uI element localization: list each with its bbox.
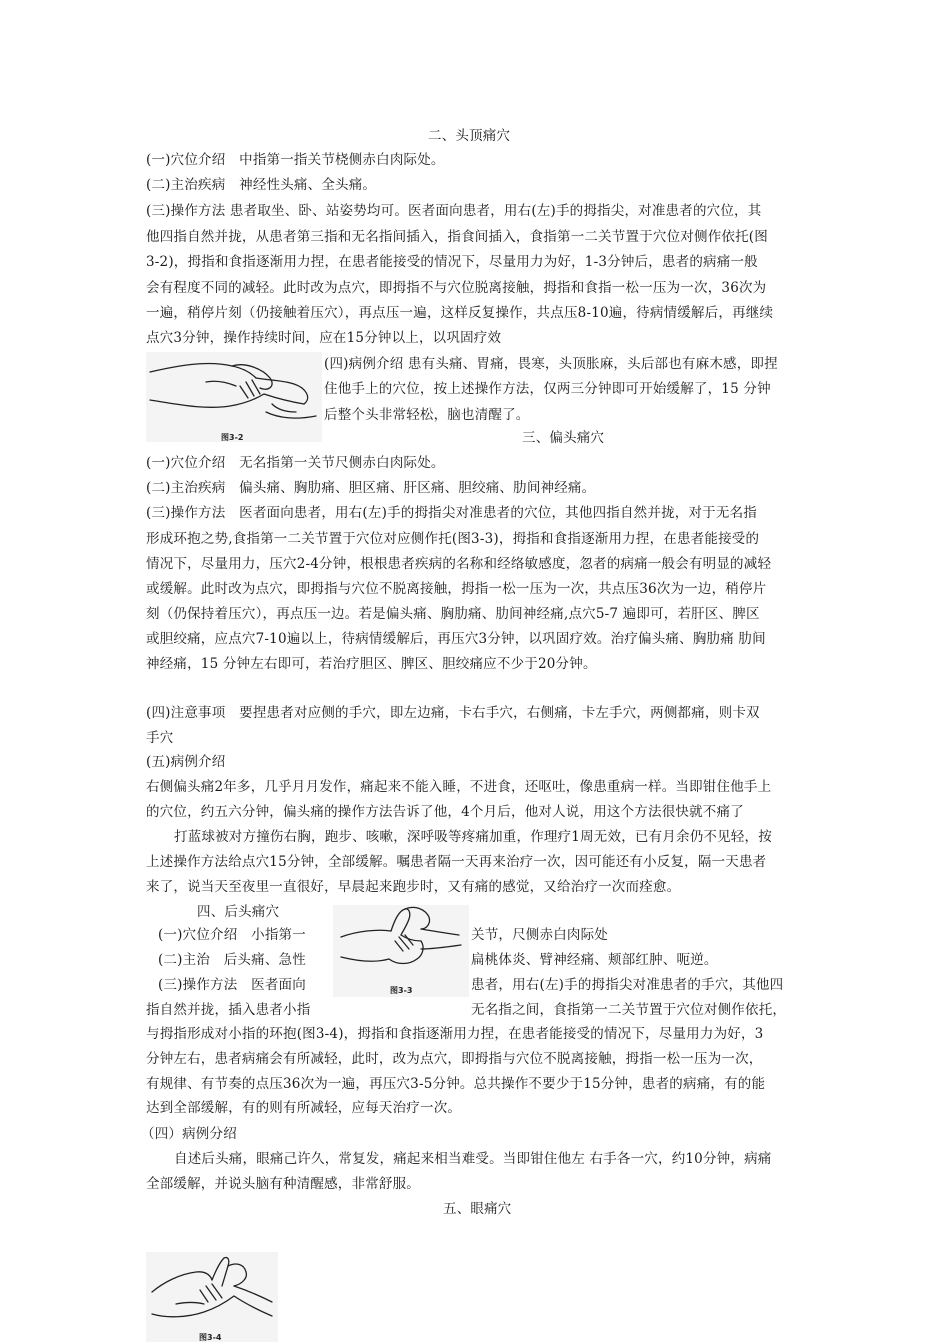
sec4-method-line: 分钟左右，患者病痛会有所减轻，此时，改为点穴，即拇指与穴位不脱离接触，拇指一松一压为一次， <box>146 1051 763 1067</box>
sec2-method-line: 他四指自然并拢，从患者第三指和无名指间插入，指食间插入，食指第一二关节置于穴位对侧作依托(图 <box>146 229 768 245</box>
sec2-case-line: 住他手上的穴位，按上述操作方法，仅两三分钟即可开始缓解了，15 分钟 <box>324 381 771 397</box>
sec3-case2-line: 上述操作方法给点穴15分钟，全部缓解。嘱患者隔一天再来治疗一次，因可能还有小反复，隔一天患者 <box>146 854 767 870</box>
sec2-indications: (二)主治疾病 神经性头痛、全头痛。 <box>146 177 377 193</box>
sec4-method-a: (三)操作方法 医者面向 <box>158 977 306 993</box>
sec3-case-heading: (五)病例介绍 <box>146 754 226 770</box>
sec3-case2-line: 来了，说当天至夜里一直很好，早晨起来跑步时，又有痛的感觉，又给治疗一次而痊愈。 <box>146 879 681 895</box>
figure-3-2-hand-illustration <box>146 352 322 442</box>
sec4-method-line: 达到全部缓解，有的则有所减轻，应每天治疗一次。 <box>146 1100 462 1116</box>
sec2-point-intro: (一)穴位介绍 中指第一指关节桡侧赤白肉际处。 <box>146 152 445 168</box>
figure-3-2-caption: 图3-2 <box>221 433 244 442</box>
sec3-method-line: 形成环抱之势,食指第一二关节置于穴位对应侧作托(图3-3)，拇指和食指逐渐用力捏，在患者能接受的 <box>146 531 760 547</box>
sec3-method-line: 或缓解。此时改为点穴，即拇指与穴位不脱离接触，拇指一松一压为一次，共点压36次为一边，稍停片 <box>146 581 767 597</box>
section-title-eye-pain: 五、眼痛穴 <box>443 1201 512 1217</box>
sec4-indications-a: (二)主治 后头痛、急性 <box>158 952 306 968</box>
section-title-head-top: 二、头顶痛穴 <box>428 128 511 144</box>
figure-3-3-hand-illustration <box>333 905 469 997</box>
sec3-method-line: 情况下，尽量用力，压穴2-4分钟，根根患者疾病的名称和经络敏感度，忽者的病痛一般会有明显的减轻 <box>146 556 772 572</box>
sec3-notes-line: 手穴 <box>146 730 174 746</box>
section-title-back-head: 四、后头痛穴 <box>197 904 280 920</box>
sec3-case1-line: 的穴位，约五六分钟，偏头痛的操作方法告诉了他，4个月后，他对人说，用这个方法很快就不痛了 <box>146 804 744 820</box>
sec4-point-intro-a: (一)穴位介绍 小指第一 <box>158 927 306 943</box>
figure-3-4-caption: 图3-4 <box>199 1333 222 1342</box>
sec2-case-line: 后整个头非常轻松，脑也清醒了。 <box>324 407 530 423</box>
sec4-method-a: 指自然并拢，插入患者小指 <box>146 1002 311 1018</box>
sec4-method-line: 有规律、有节奏的点压36次为一遍，再压穴3-5分钟。总共操作不要少于15分钟，患者的病痛，有的能 <box>146 1076 766 1092</box>
figure-3-3-caption: 图3-3 <box>390 986 413 995</box>
sec4-method-line: 与拇指形成对小指的环抱(图3-4)，拇指和食指逐渐用力捏，在患者能接受的情况下，尽量用力为好，3 <box>146 1026 764 1042</box>
sec3-method-line: 或胆绞痛，应点穴7-10遍以上，待病情缓解后，再压穴3分钟，以巩固疗效。治疗偏头痛、胸肋痛 肋间 <box>146 631 766 647</box>
sec4-method-b: 无名指之间，食指第一二关节置于穴位对侧作依托， <box>471 1002 787 1018</box>
sec3-method-line: 神经痛，15 分钟左右即可，若治疗胆区、脾区、胆绞痛应不少于20分钟。 <box>146 656 597 672</box>
sec3-notes-line: (四)注意事项 要捏患者对应侧的手穴，即左边痛，卡右手穴，右侧痛，卡左手穴，两侧都痛，则卡双 <box>146 705 760 721</box>
sec4-case-line: 全部缓解，并说头脑有种清醒感，非常舒服。 <box>146 1176 420 1192</box>
sec3-case2-line: 打蓝球被对方撞伤右胸，跑步、咳嗽，深呼吸等疼痛加重，作理疗1周无效，已有月余仍不见轻，按 <box>174 829 772 845</box>
sec2-method-line: 3-2)，拇指和食指逐渐用力捏，在患者能接受的情况下，尽量用力为好，1-3分钟后，患者的病痛一般 <box>146 254 758 270</box>
sec4-indications-b: 扁桃体炎、臂神经痛、颊部红肿、呃逆。 <box>471 952 718 968</box>
figure-3-4-hand-illustration <box>146 1252 278 1342</box>
section-title-migraine: 三、偏头痛穴 <box>522 430 605 446</box>
sec2-method-line: 点穴3分钟，操作持续时间，应在15分钟以上，以巩固疗效 <box>146 330 502 346</box>
sec2-method-line: 会有程度不同的减轻。此时改为点穴，即拇指不与穴位脱离接触，拇指和食指一松一压为一次，36次为 <box>146 280 767 296</box>
sec3-indications: (二)主治疾病 偏头痛、胸肋痛、胆区痛、肝区痛、胆绞痛、肋间神经痛。 <box>146 480 596 496</box>
sec2-method-line: (三)操作方法 患者取坐、卧、站姿势均可。医者面向患者，用右(左)手的拇指尖，对准患者的穴位，其 <box>146 203 762 219</box>
sec3-method-line: 刻（仍保持着压穴），再点压一边。若是偏头痛、胸肋痛、肋间神经痛,点穴5-7 遍即可，若肝区、脾区 <box>146 606 760 622</box>
sec2-case-line: (四)病例介绍 患有头痛、胃痛，畏寒，头顶胀麻，头后部也有麻木感，即捏 <box>324 356 778 372</box>
sec3-point-intro: (一)穴位介绍 无名指第一关节尺侧赤白肉际处。 <box>146 455 445 471</box>
sec4-point-intro-b: 关节，尺侧赤白肉际处 <box>471 927 608 943</box>
sec3-method-line: (三)操作方法 医者面向患者，用右(左)手的拇指尖对准患者的穴位，其他四指自然并拢，对于无名指 <box>146 505 757 521</box>
sec3-case1-line: 右侧偏头痛2年多，几乎月月发作，痛起来不能入睡，不进食，还呕吐，像患重病一样。当即钳住他手上 <box>146 779 772 795</box>
sec4-case-line: 自述后头痛，眼痛己许久，常复发，痛起来相当难受。当即钳住他左 右手各一穴，约10分钟，病痛 <box>174 1151 772 1167</box>
sec4-case-heading: （四）病例分绍 <box>141 1126 237 1142</box>
sec4-method-b: 患者，用右(左)手的拇指尖对准患者的手穴，其他四 <box>471 977 784 993</box>
sec2-method-line: 一遍，稍停片刻（仍接触着压穴），再点压一遍，这样反复操作，共点压8-10遍，待病情缓解后，再继续 <box>146 305 774 321</box>
